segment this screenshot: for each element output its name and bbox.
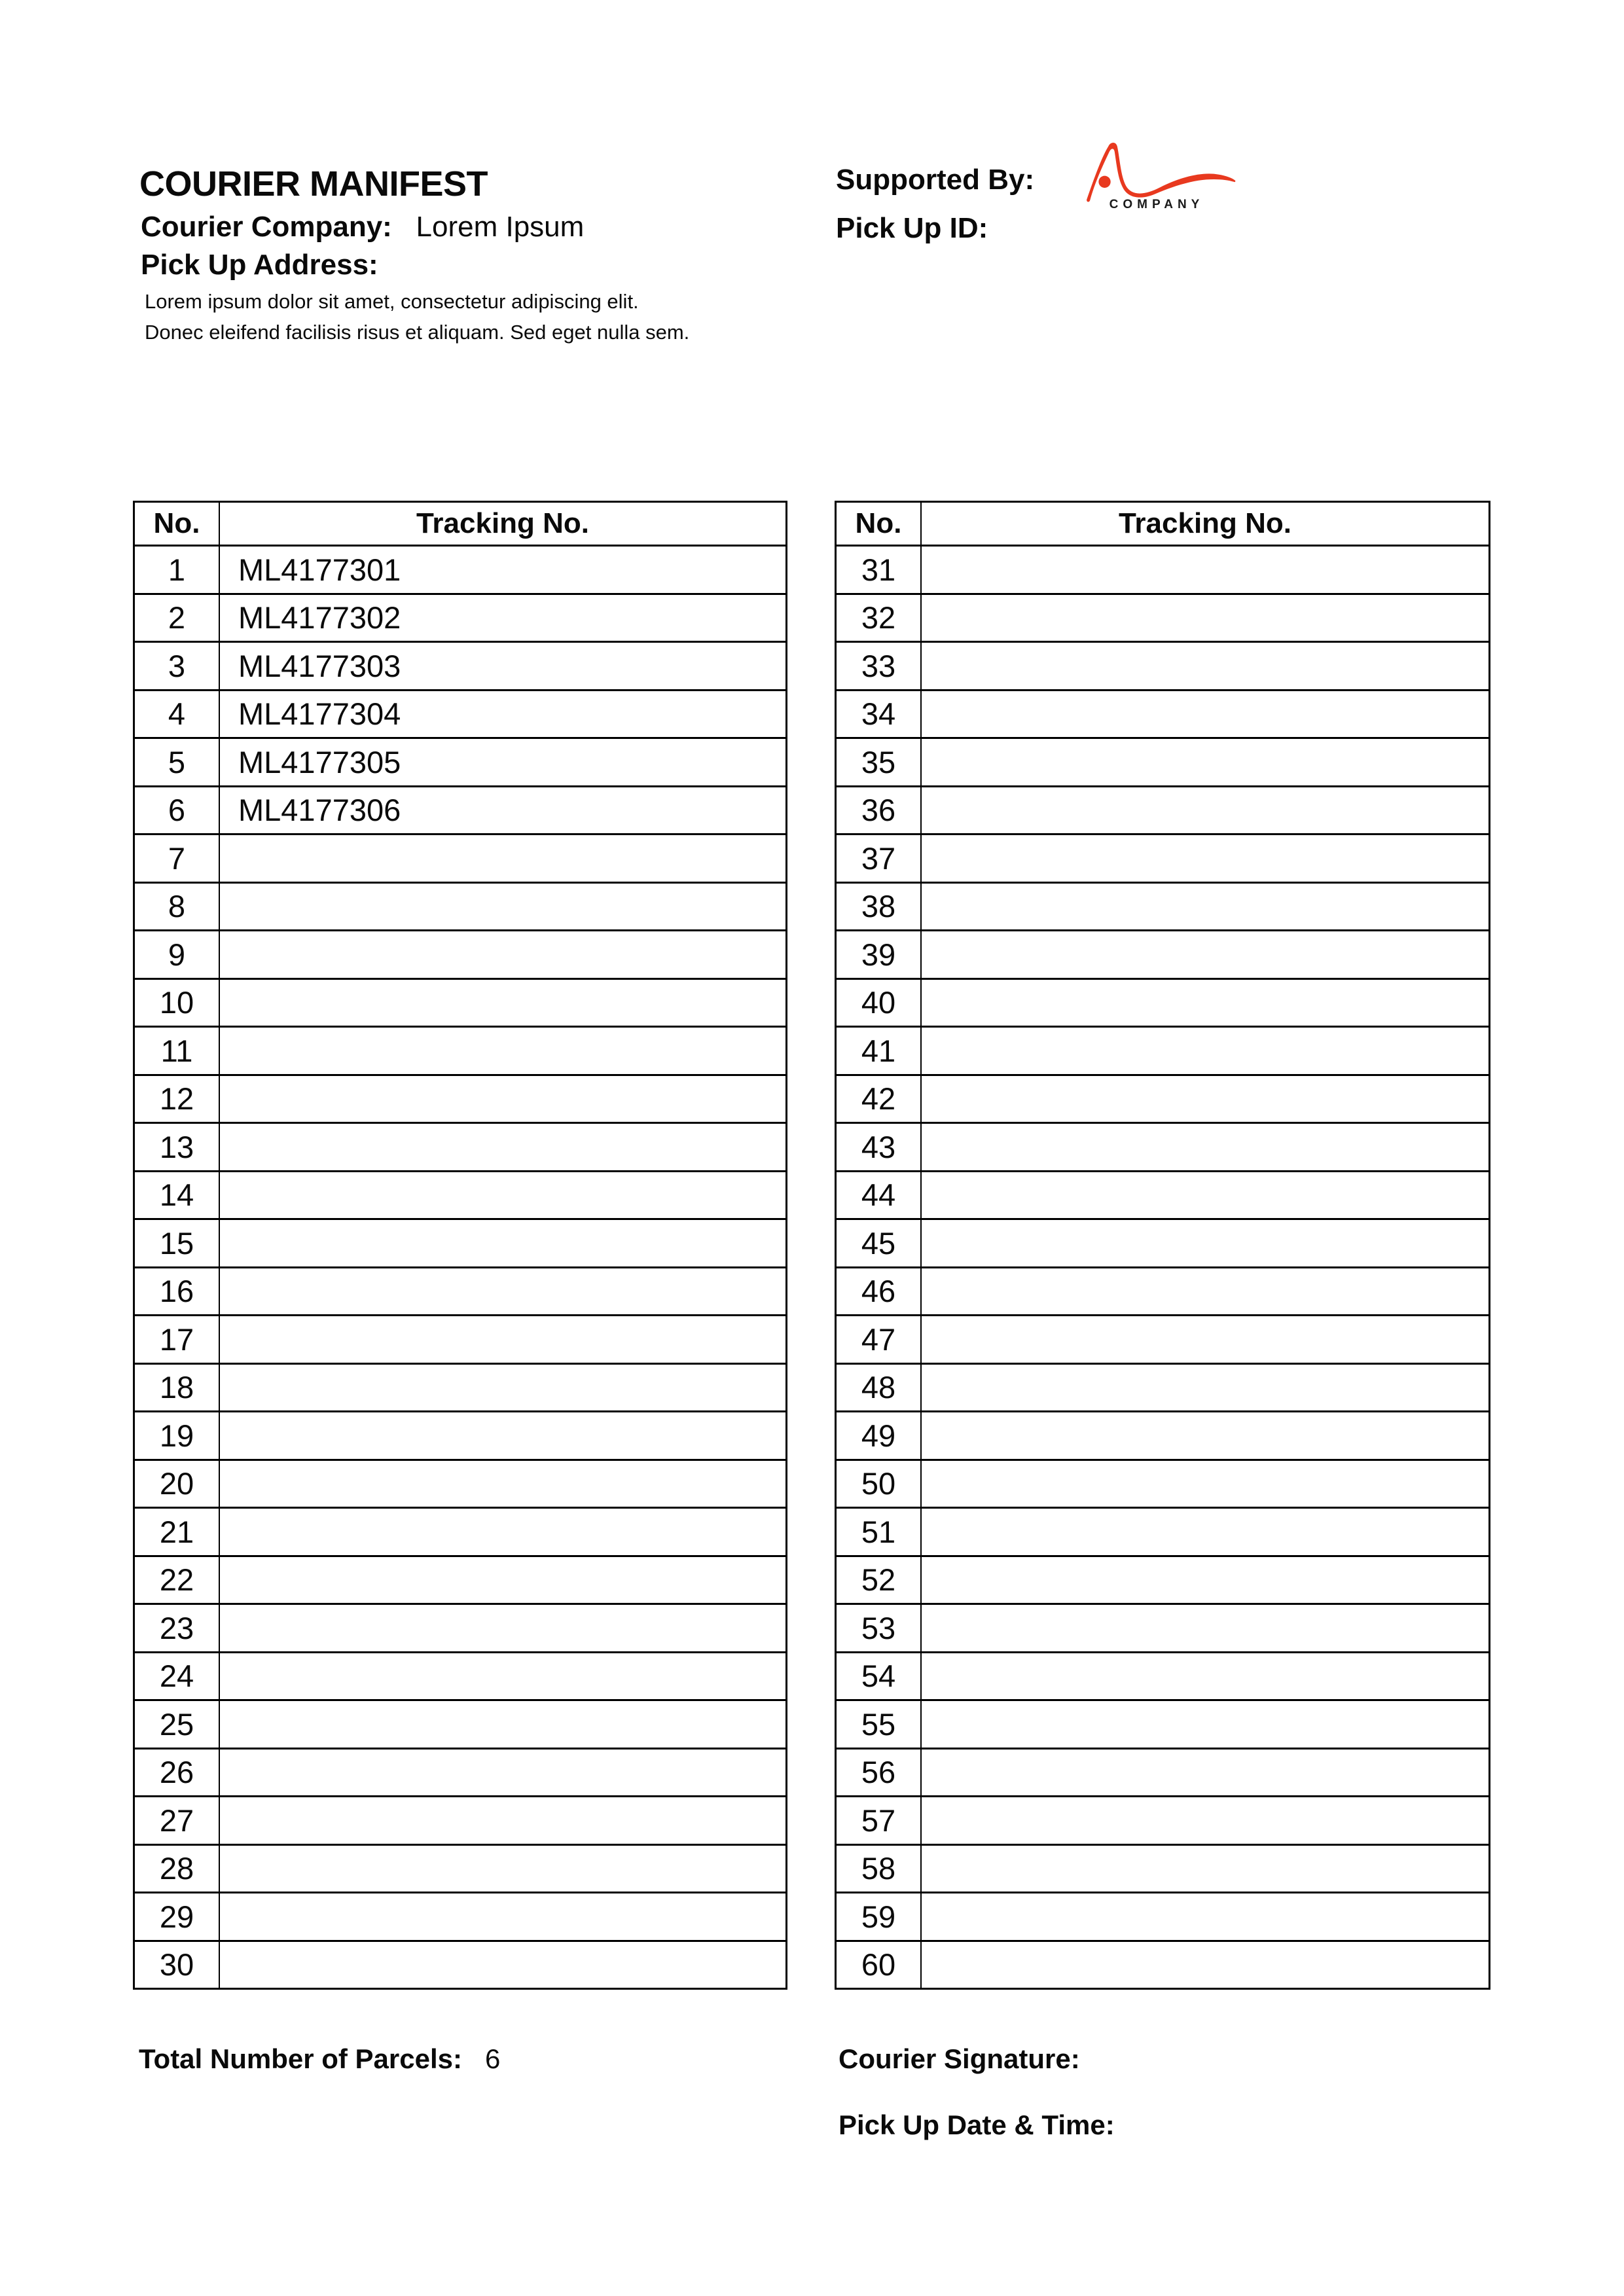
tracking-number-cell — [220, 1653, 785, 1700]
row-number-cell: 26 — [135, 1749, 220, 1796]
tracking-number-cell — [922, 1653, 1489, 1700]
tracking-number-cell — [922, 1220, 1489, 1266]
tracking-number-cell — [922, 1076, 1489, 1122]
row-number-cell: 30 — [135, 1942, 220, 1988]
tracking-number-cell — [922, 1172, 1489, 1219]
table-row — [135, 547, 785, 595]
table-row — [837, 1846, 1489, 1894]
table-row — [135, 1557, 785, 1605]
tracking-number-cell — [922, 884, 1489, 930]
table-body — [135, 547, 785, 1988]
row-number-cell: 41 — [837, 1028, 922, 1074]
row-number-cell: 22 — [135, 1557, 220, 1604]
table-row — [135, 980, 785, 1028]
spacer — [470, 2043, 478, 2074]
row-number-cell: 1 — [135, 547, 220, 593]
table-row — [837, 884, 1489, 932]
table-row — [135, 1268, 785, 1317]
table-row — [135, 739, 785, 787]
spacer — [400, 211, 408, 243]
table-row — [135, 1365, 785, 1413]
row-number-cell: 18 — [135, 1365, 220, 1411]
tracking-number-cell: ML4177303 — [238, 648, 401, 683]
tracking-number-cell: ML4177305 — [238, 744, 401, 780]
row-number-cell: 55 — [837, 1701, 922, 1748]
column-header-no: No. — [837, 503, 922, 545]
tracking-number-cell — [220, 884, 785, 930]
tracking-number-cell — [922, 547, 1489, 593]
tracking-number-cell — [922, 931, 1489, 978]
table-row — [837, 1701, 1489, 1749]
row-number-cell: 3 — [135, 643, 220, 689]
table-row — [135, 1076, 785, 1124]
tracking-number-cell — [220, 1509, 785, 1555]
table-row — [837, 1220, 1489, 1268]
tracking-number-cell — [922, 1701, 1489, 1748]
courier-company-line — [141, 213, 584, 242]
row-number-cell: 14 — [135, 1172, 220, 1219]
tracking-number-cell — [922, 1412, 1489, 1459]
tracking-number-cell — [220, 1605, 785, 1651]
pickup-address-text — [145, 286, 689, 348]
table-row — [135, 787, 785, 836]
logo-company-text: COMPANY — [1109, 198, 1204, 211]
tracking-number-cell: ML4177304 — [238, 696, 401, 732]
row-number-cell: 48 — [837, 1365, 922, 1411]
tracking-number-cell — [220, 931, 785, 978]
table-row — [135, 1028, 785, 1076]
table-row — [837, 1605, 1489, 1653]
tracking-number-cell — [220, 1365, 785, 1411]
row-number-cell: 10 — [135, 980, 220, 1026]
row-number-cell: 35 — [837, 739, 922, 785]
tracking-number-cell — [220, 1412, 785, 1459]
tracking-number-cell — [922, 595, 1489, 641]
tracking-number-cell — [220, 1942, 785, 1988]
row-number-cell: 24 — [135, 1653, 220, 1700]
table-row — [837, 547, 1489, 595]
row-number-cell: 27 — [135, 1797, 220, 1844]
tracking-number-cell — [220, 1461, 785, 1507]
tracking-number-cell — [922, 1942, 1489, 1988]
table-body — [837, 547, 1489, 1988]
row-number-cell: 49 — [837, 1412, 922, 1459]
tracking-number-cell — [922, 1846, 1489, 1892]
row-number-cell: 45 — [837, 1220, 922, 1266]
row-number-cell: 7 — [135, 835, 220, 882]
column-header-no: No. — [135, 503, 220, 545]
tracking-table-right — [835, 501, 1490, 1990]
tracking-number-cell: ML4177301 — [238, 552, 401, 587]
table-row — [837, 643, 1489, 691]
row-number-cell: 56 — [837, 1749, 922, 1796]
row-number-cell: 54 — [837, 1653, 922, 1700]
pickup-address-line2: Donec eleifend facilisis risus et aliquam. Sed eget nulla sem. — [145, 321, 690, 344]
row-number-cell: 36 — [837, 787, 922, 834]
row-number-cell: 28 — [135, 1846, 220, 1892]
tracking-number-cell — [220, 1797, 785, 1844]
tracking-number-cell — [220, 1893, 785, 1940]
table-row — [135, 643, 785, 691]
table-row — [837, 1076, 1489, 1124]
row-number-cell: 23 — [135, 1605, 220, 1651]
table-row — [837, 1942, 1489, 1988]
table-row — [135, 931, 785, 980]
row-number-cell: 5 — [135, 739, 220, 785]
tracking-number-cell — [922, 1797, 1489, 1844]
table-row — [135, 691, 785, 740]
table-row — [837, 931, 1489, 980]
table-row — [135, 1846, 785, 1894]
row-number-cell: 47 — [837, 1316, 922, 1363]
table-row — [837, 1749, 1489, 1798]
row-number-cell: 9 — [135, 931, 220, 978]
row-number-cell: 6 — [135, 787, 220, 834]
pickup-address-line1: Lorem ipsum dolor sit amet, consectetur adipiscing elit. — [145, 290, 639, 313]
table-row — [837, 595, 1489, 643]
table-row — [135, 1701, 785, 1749]
table-row — [135, 1605, 785, 1653]
tracking-number-cell — [922, 835, 1489, 882]
row-number-cell: 16 — [135, 1268, 220, 1315]
tracking-number-cell — [922, 1365, 1489, 1411]
tracking-number-cell — [922, 739, 1489, 785]
table-row — [837, 1268, 1489, 1317]
row-number-cell: 21 — [135, 1509, 220, 1555]
column-header-tracking: Tracking No. — [416, 507, 590, 539]
tracking-number-cell: ML4177302 — [238, 600, 401, 636]
table-row — [135, 1893, 785, 1942]
row-number-cell: 13 — [135, 1124, 220, 1170]
row-number-cell: 25 — [135, 1701, 220, 1748]
table-row — [837, 1172, 1489, 1221]
row-number-cell: 33 — [837, 643, 922, 689]
tracking-number-cell — [220, 1076, 785, 1122]
table-row — [135, 1509, 785, 1557]
row-number-cell: 51 — [837, 1509, 922, 1555]
table-row — [837, 1412, 1489, 1461]
row-number-cell: 12 — [135, 1076, 220, 1122]
courier-company-label: Courier Company: — [141, 211, 392, 243]
tracking-number-cell — [922, 1605, 1489, 1651]
tracking-number-cell — [922, 691, 1489, 738]
table-row — [135, 1412, 785, 1461]
tracking-number-cell — [220, 1028, 785, 1074]
tracking-number-cell — [922, 787, 1489, 834]
tracking-table-left — [133, 501, 787, 1990]
row-number-cell: 31 — [837, 547, 922, 593]
table-row — [135, 1749, 785, 1798]
tracking-number-cell — [922, 1749, 1489, 1796]
tracking-number-cell — [220, 1846, 785, 1892]
table-row — [135, 835, 785, 884]
pickup-datetime-label: Pick Up Date & Time: — [839, 2109, 1115, 2140]
table-row — [135, 1797, 785, 1846]
tracking-number-cell — [220, 1557, 785, 1604]
tracking-number-cell — [922, 1124, 1489, 1170]
table-row — [135, 595, 785, 643]
pickup-address-label: Pick Up Address: — [141, 249, 378, 281]
table-row — [837, 1557, 1489, 1605]
row-number-cell: 34 — [837, 691, 922, 738]
tracking-number-cell — [922, 1557, 1489, 1604]
tracking-number-cell — [922, 980, 1489, 1026]
column-header-tracking: Tracking No. — [1118, 507, 1292, 539]
tracking-number-cell — [220, 1701, 785, 1748]
row-number-cell: 53 — [837, 1605, 922, 1651]
table-row — [135, 1461, 785, 1509]
tracking-number-cell — [922, 1028, 1489, 1074]
row-number-cell: 32 — [837, 595, 922, 641]
a-swoosh-icon — [1084, 139, 1237, 203]
row-number-cell: 42 — [837, 1076, 922, 1122]
table-row — [837, 787, 1489, 836]
table-row — [837, 1461, 1489, 1509]
tracking-number-cell — [220, 1220, 785, 1266]
tracking-number-cell — [922, 1893, 1489, 1940]
total-parcels-label: Total Number of Parcels: — [139, 2043, 462, 2074]
tracking-number-cell: ML4177306 — [238, 793, 401, 828]
courier-signature-label: Courier Signature: — [839, 2043, 1080, 2074]
table-row — [837, 691, 1489, 740]
row-number-cell: 43 — [837, 1124, 922, 1170]
row-number-cell: 57 — [837, 1797, 922, 1844]
tracking-number-cell — [220, 1172, 785, 1219]
table-row — [837, 835, 1489, 884]
table-row — [837, 1124, 1489, 1172]
row-number-cell: 15 — [135, 1220, 220, 1266]
row-number-cell: 52 — [837, 1557, 922, 1604]
tracking-number-cell — [922, 1509, 1489, 1555]
table-row — [837, 1893, 1489, 1942]
row-number-cell: 58 — [837, 1846, 922, 1892]
row-number-cell: 59 — [837, 1893, 922, 1940]
table-row — [135, 1653, 785, 1702]
row-number-cell: 29 — [135, 1893, 220, 1940]
tracking-number-cell — [922, 643, 1489, 689]
table-row — [837, 980, 1489, 1028]
table-row — [837, 1365, 1489, 1413]
row-number-cell: 11 — [135, 1028, 220, 1074]
row-number-cell: 50 — [837, 1461, 922, 1507]
row-number-cell: 40 — [837, 980, 922, 1026]
row-number-cell: 38 — [837, 884, 922, 930]
tracking-number-cell — [220, 1268, 785, 1315]
tracking-number-cell — [220, 1124, 785, 1170]
table-row — [135, 884, 785, 932]
tracking-number-cell — [922, 1316, 1489, 1363]
table-row — [837, 739, 1489, 787]
row-number-cell: 19 — [135, 1412, 220, 1459]
row-number-cell: 44 — [837, 1172, 922, 1219]
supported-by-label: Supported By: — [836, 164, 1035, 196]
tracking-number-cell — [922, 1268, 1489, 1315]
courier-company-value: Lorem Ipsum — [416, 211, 585, 243]
row-number-cell: 8 — [135, 884, 220, 930]
table-row — [837, 1028, 1489, 1076]
tracking-number-cell — [922, 1461, 1489, 1507]
page-title: COURIER MANIFEST — [139, 164, 488, 204]
tracking-number-cell — [220, 980, 785, 1026]
table-row — [135, 1316, 785, 1365]
row-number-cell: 39 — [837, 931, 922, 978]
row-number-cell: 46 — [837, 1268, 922, 1315]
tracking-number-cell — [220, 835, 785, 882]
table-row — [135, 1220, 785, 1268]
row-number-cell: 17 — [135, 1316, 220, 1363]
row-number-cell: 20 — [135, 1461, 220, 1507]
table-header-row — [837, 503, 1489, 547]
pickup-id-label: Pick Up ID: — [836, 212, 988, 244]
table-row — [135, 1124, 785, 1172]
tracking-number-cell — [220, 1316, 785, 1363]
row-number-cell: 2 — [135, 595, 220, 641]
total-parcels-line — [139, 2045, 500, 2073]
tracking-number-cell — [220, 1749, 785, 1796]
row-number-cell: 60 — [837, 1942, 922, 1988]
table-row — [837, 1797, 1489, 1846]
row-number-cell: 37 — [837, 835, 922, 882]
row-number-cell: 4 — [135, 691, 220, 738]
table-row — [837, 1653, 1489, 1702]
table-row — [837, 1509, 1489, 1557]
table-row — [135, 1172, 785, 1221]
table-row — [837, 1316, 1489, 1365]
table-header-row — [135, 503, 785, 547]
total-parcels-value: 6 — [485, 2043, 501, 2074]
table-row — [135, 1942, 785, 1988]
